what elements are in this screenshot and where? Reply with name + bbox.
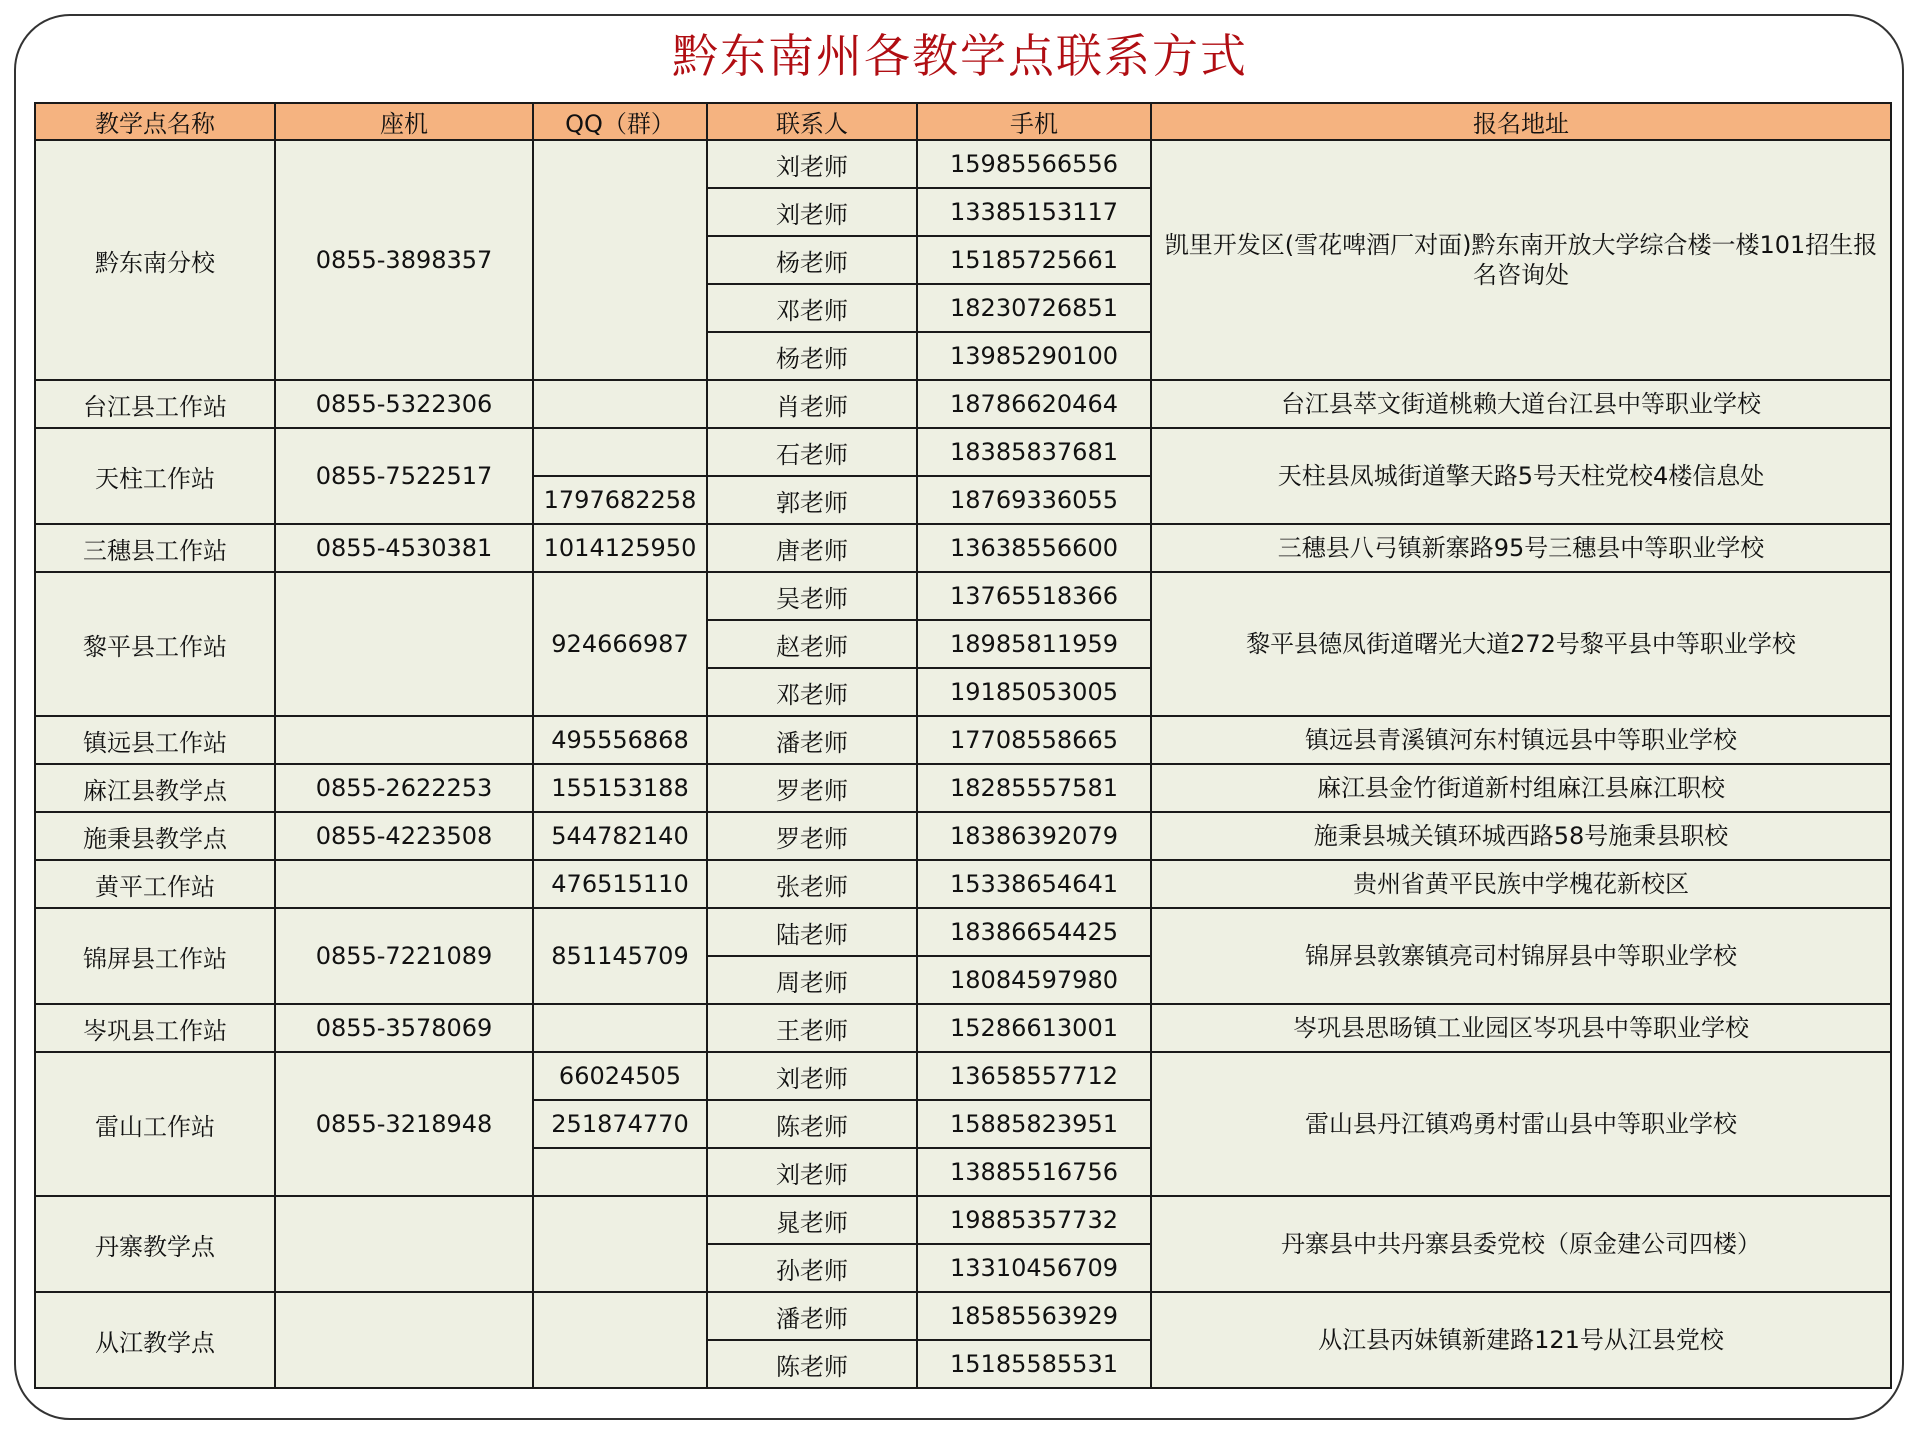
table-row xyxy=(35,572,1891,620)
mobile-cell: 15185725661 xyxy=(917,236,1151,284)
landline-cell: 0855-7221089 xyxy=(275,908,533,1004)
mobile-cell: 18230726851 xyxy=(917,284,1151,332)
landline-cell: 0855-3218948 xyxy=(275,1052,533,1196)
mobile-cell: 15185585531 xyxy=(917,1340,1151,1388)
site-name-cell: 施秉县教学点 xyxy=(35,812,275,860)
contact-name-cell: 杨老师 xyxy=(707,236,917,284)
mobile-cell: 18786620464 xyxy=(917,380,1151,428)
table-row xyxy=(35,716,1891,764)
qq-cell: 851145709 xyxy=(533,908,707,1004)
site-name-cell: 黄平工作站 xyxy=(35,860,275,908)
site-name-cell: 麻江县教学点 xyxy=(35,764,275,812)
contact-name-cell: 罗老师 xyxy=(707,812,917,860)
mobile-cell: 13638556600 xyxy=(917,524,1151,572)
mobile-cell: 13885516756 xyxy=(917,1148,1151,1196)
mobile-cell: 13658557712 xyxy=(917,1052,1151,1100)
address-cell: 台江县萃文街道桃赖大道台江县中等职业学校 xyxy=(1151,380,1891,428)
mobile-cell: 15286613001 xyxy=(917,1004,1151,1052)
contact-name-cell: 潘老师 xyxy=(707,1292,917,1340)
header-qq: QQ（群） xyxy=(533,103,707,140)
table-body xyxy=(35,140,1891,1388)
contact-name-cell: 陆老师 xyxy=(707,908,917,956)
address-cell: 岑巩县思旸镇工业园区岑巩县中等职业学校 xyxy=(1151,1004,1891,1052)
address-cell: 三穗县八弓镇新寨路95号三穗县中等职业学校 xyxy=(1151,524,1891,572)
table-row xyxy=(35,1292,1891,1340)
qq-cell: 544782140 xyxy=(533,812,707,860)
contact-name-cell: 罗老师 xyxy=(707,764,917,812)
mobile-cell: 18385837681 xyxy=(917,428,1151,476)
contact-name-cell: 肖老师 xyxy=(707,380,917,428)
qq-cell: 1014125950 xyxy=(533,524,707,572)
qq-cell xyxy=(533,140,707,380)
header-address: 报名地址 xyxy=(1151,103,1891,140)
mobile-cell: 15985566556 xyxy=(917,140,1151,188)
table-row xyxy=(35,380,1891,428)
table-row xyxy=(35,908,1891,956)
site-name-cell: 岑巩县工作站 xyxy=(35,1004,275,1052)
header-landline: 座机 xyxy=(275,103,533,140)
address-cell: 从江县丙妹镇新建路121号从江县党校 xyxy=(1151,1292,1891,1388)
contact-name-cell: 张老师 xyxy=(707,860,917,908)
header-contact: 联系人 xyxy=(707,103,917,140)
mobile-cell: 13310456709 xyxy=(917,1244,1151,1292)
mobile-cell: 18985811959 xyxy=(917,620,1151,668)
address-cell: 丹寨县中共丹寨县委党校（原金建公司四楼） xyxy=(1151,1196,1891,1292)
mobile-cell: 15338654641 xyxy=(917,860,1151,908)
mobile-cell: 18769336055 xyxy=(917,476,1151,524)
mobile-cell: 18585563929 xyxy=(917,1292,1151,1340)
qq-cell xyxy=(533,1004,707,1052)
qq-cell: 495556868 xyxy=(533,716,707,764)
site-name-cell: 三穗县工作站 xyxy=(35,524,275,572)
mobile-cell: 13385153117 xyxy=(917,188,1151,236)
landline-cell: 0855-3898357 xyxy=(275,140,533,380)
mobile-cell: 19185053005 xyxy=(917,668,1151,716)
site-name-cell: 黔东南分校 xyxy=(35,140,275,380)
qq-cell xyxy=(533,1148,707,1196)
contact-name-cell: 唐老师 xyxy=(707,524,917,572)
qq-cell xyxy=(533,428,707,476)
landline-cell: 0855-3578069 xyxy=(275,1004,533,1052)
table-row xyxy=(35,1004,1891,1052)
table-row xyxy=(35,860,1891,908)
mobile-cell: 18285557581 xyxy=(917,764,1151,812)
qq-cell xyxy=(533,380,707,428)
mobile-cell: 18386392079 xyxy=(917,812,1151,860)
contact-name-cell: 王老师 xyxy=(707,1004,917,1052)
site-name-cell: 天柱工作站 xyxy=(35,428,275,524)
qq-cell: 155153188 xyxy=(533,764,707,812)
contact-name-cell: 邓老师 xyxy=(707,284,917,332)
landline-cell: 0855-2622253 xyxy=(275,764,533,812)
address-cell: 锦屏县敦寨镇亮司村锦屏县中等职业学校 xyxy=(1151,908,1891,1004)
mobile-cell: 13765518366 xyxy=(917,572,1151,620)
site-name-cell: 锦屏县工作站 xyxy=(35,908,275,1004)
qq-cell xyxy=(533,1196,707,1292)
mobile-cell: 18084597980 xyxy=(917,956,1151,1004)
mobile-cell: 19885357732 xyxy=(917,1196,1151,1244)
contact-name-cell: 潘老师 xyxy=(707,716,917,764)
contact-table xyxy=(34,102,1892,1389)
address-cell: 雷山县丹江镇鸡勇村雷山县中等职业学校 xyxy=(1151,1052,1891,1196)
contact-name-cell: 郭老师 xyxy=(707,476,917,524)
contact-name-cell: 晁老师 xyxy=(707,1196,917,1244)
address-cell: 贵州省黄平民族中学槐花新校区 xyxy=(1151,860,1891,908)
site-name-cell: 黎平县工作站 xyxy=(35,572,275,716)
landline-cell: 0855-4530381 xyxy=(275,524,533,572)
table-row xyxy=(35,764,1891,812)
contact-name-cell: 吴老师 xyxy=(707,572,917,620)
contact-name-cell: 邓老师 xyxy=(707,668,917,716)
landline-cell xyxy=(275,572,533,716)
mobile-cell: 15885823951 xyxy=(917,1100,1151,1148)
contact-name-cell: 刘老师 xyxy=(707,188,917,236)
mobile-cell: 13985290100 xyxy=(917,332,1151,380)
table-row xyxy=(35,428,1891,476)
qq-cell: 1797682258 xyxy=(533,476,707,524)
landline-cell: 0855-4223508 xyxy=(275,812,533,860)
landline-cell xyxy=(275,860,533,908)
table-row xyxy=(35,812,1891,860)
header-row xyxy=(35,103,1891,140)
site-name-cell: 台江县工作站 xyxy=(35,380,275,428)
contact-name-cell: 刘老师 xyxy=(707,140,917,188)
contact-name-cell: 刘老师 xyxy=(707,1148,917,1196)
table-row xyxy=(35,1196,1891,1244)
address-cell: 天柱县凤城街道擎天路5号天柱党校4楼信息处 xyxy=(1151,428,1891,524)
contact-name-cell: 石老师 xyxy=(707,428,917,476)
landline-cell: 0855-5322306 xyxy=(275,380,533,428)
qq-cell: 251874770 xyxy=(533,1100,707,1148)
qq-cell: 66024505 xyxy=(533,1052,707,1100)
qq-cell: 924666987 xyxy=(533,572,707,716)
landline-cell: 0855-7522517 xyxy=(275,428,533,524)
site-name-cell: 从江教学点 xyxy=(35,1292,275,1388)
landline-cell xyxy=(275,716,533,764)
page-title: 黔东南州各教学点联系方式 xyxy=(672,29,1248,83)
qq-cell xyxy=(533,1292,707,1388)
contact-name-cell: 赵老师 xyxy=(707,620,917,668)
landline-cell xyxy=(275,1292,533,1388)
address-cell: 黎平县德凤街道曙光大道272号黎平县中等职业学校 xyxy=(1151,572,1891,716)
header-site-name: 教学点名称 xyxy=(35,103,275,140)
contact-name-cell: 孙老师 xyxy=(707,1244,917,1292)
address-cell: 镇远县青溪镇河东村镇远县中等职业学校 xyxy=(1151,716,1891,764)
mobile-cell: 18386654425 xyxy=(917,908,1151,956)
qq-cell: 476515110 xyxy=(533,860,707,908)
site-name-cell: 镇远县工作站 xyxy=(35,716,275,764)
landline-cell xyxy=(275,1196,533,1292)
contact-name-cell: 刘老师 xyxy=(707,1052,917,1100)
address-cell: 凯里开发区(雪花啤酒厂对面)黔东南开放大学综合楼一楼101招生报名咨询处 xyxy=(1151,140,1891,380)
mobile-cell: 17708558665 xyxy=(917,716,1151,764)
table-row xyxy=(35,524,1891,572)
table-row xyxy=(35,140,1891,188)
site-name-cell: 雷山工作站 xyxy=(35,1052,275,1196)
contact-name-cell: 杨老师 xyxy=(707,332,917,380)
table-row xyxy=(35,1052,1891,1100)
contact-name-cell: 陈老师 xyxy=(707,1100,917,1148)
site-name-cell: 丹寨教学点 xyxy=(35,1196,275,1292)
contact-name-cell: 周老师 xyxy=(707,956,917,1004)
address-cell: 施秉县城关镇环城西路58号施秉县职校 xyxy=(1151,812,1891,860)
address-cell: 麻江县金竹街道新村组麻江县麻江职校 xyxy=(1151,764,1891,812)
header-mobile: 手机 xyxy=(917,103,1151,140)
contact-name-cell: 陈老师 xyxy=(707,1340,917,1388)
